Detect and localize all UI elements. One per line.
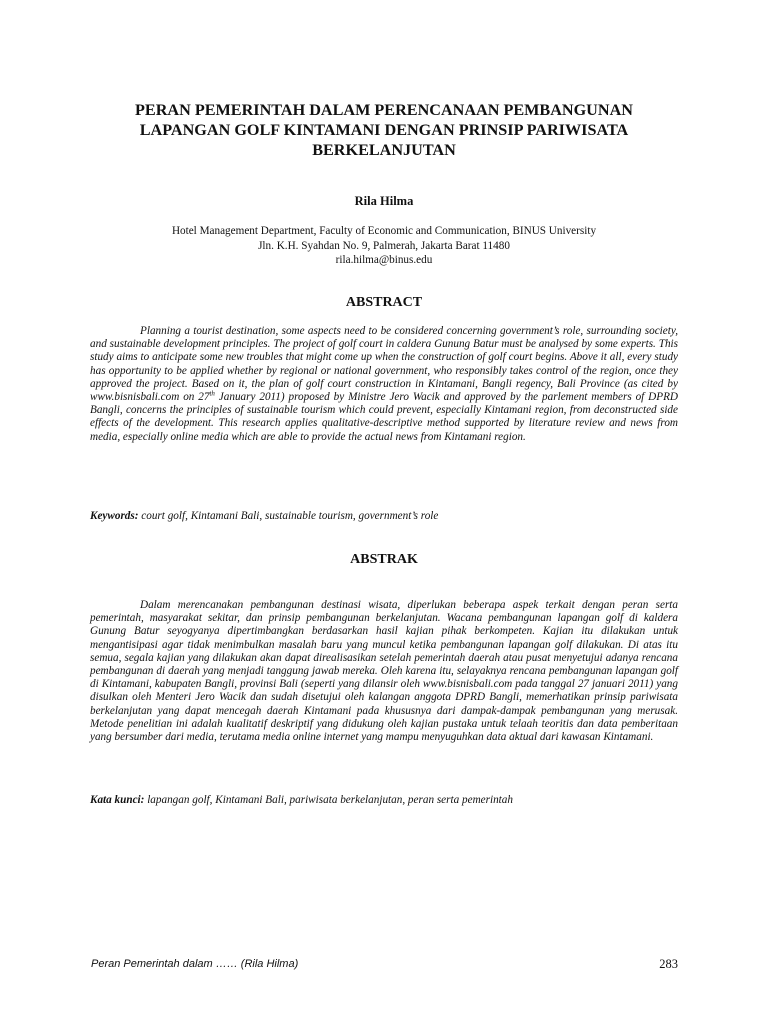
author-name: Rila Hilma	[354, 194, 414, 208]
title-line-1: PERAN PEMERINTAH DALAM PERENCANAAN PEMBANGUNAN	[135, 101, 633, 119]
abstract-text-part-1: Planning a tourist destination, some aspects need to be considered concerning government’s role, surrounding society, and sustainable development principles. The project of golf court in caldera Gunung Batur must be analysed by some experts. This study aims to anticipate some new troubles that might come up when the construction of golf court begins. Above it all, every study has opportunity to be applied whether by regional or national government, who responsibly takes control of the region, once they approved the project. Based on it, the plan of golf court construction in Kintamani, Bangli regency, Bali Province (as cited by www.bisnisbali.com on 27	[90, 325, 678, 404]
affiliation-department: Hotel Management Department, Faculty of Economic and Communication, BINUS University	[171, 225, 597, 237]
kata-kunci-line	[90, 794, 678, 807]
keywords-line	[90, 510, 678, 523]
author-email: rila.hilma@binus.edu	[335, 254, 433, 266]
affiliation-address: Jln. K.H. Syahdan No. 9, Palmerah, Jakarta Barat 11480	[258, 239, 510, 252]
running-footer-title: Peran Pemerintah dalam …… (Rila Hilma)	[91, 958, 299, 970]
kata-kunci-label: Kata kunci:	[90, 794, 145, 806]
abstrak-heading: ABSTRAK	[350, 552, 418, 567]
abstract-text-part-2: January 2011) proposed by Ministre Jero Wacik and approved by the parlement members of DPRD Bangli, concerns the principles of sustainable tourism which could prevent, especially Kintamani region, from deconstructed side effects of the development. This research applies qualitative-descriptive method supported by literature review and news from media, especially online media which are able to provide the actual news from Kintamani region.	[90, 391, 678, 443]
title-line-2: LAPANGAN GOLF KINTAMANI DENGAN PRINSIP PARIWISATA	[139, 121, 629, 139]
abstrak-body: Dalam merencanakan pembangunan destinasi wisata, diperlukan beberapa aspek terkait dengan peran serta pemerintah, masyarakat sekitar, dan prinsip pembangunan berkelanjutan. Wacana pembangunan lapangan golf di kaldera Gunung Batur seyogyanya dipertimbangkan berdasarkan hasil kajian pihak berkompeten. Kajian itu dilakukan untuk mengantisipasi agar tidak menimbulkan masalah baru yang muncul ketika pembangunan lapangan golf dilakukan. Di atas itu semua, segala kajian yang dilakukan akan dapat direalisasikan setelah pemerintah daerah atau pusat menyetujui adanya rencana pembangunan di daerah yang menjadi tanggung jawab mereka. Oleh karena itu, selayaknya rencana pembangunan lapangan golf di Kintamani, kabupaten Bangli, provinsi Bali (seperti yang dilansir oleh www.bisnisbali.com pada tanggal 27 januari 2011) yang disulkan oleh Menteri Jero Wacik dan sudah disetujui oleh kalangan anggota DPRD Bangli, memerhatikan prinsip pariwisata berkelanjutan yang dapat mencegah daerah Kintamani pada khususnya dari dampak-dampak pembangunan yang merusak. Metode penelitian ini adalah kualitatif deskriptif yang didukung oleh kajian pustaka untuk telaah teoritis dan data pemberitaan yang bersumber dari media, terutama media online internet yang mampu menyuguhkan data aktual dari kawasan Kintamani.	[90, 599, 678, 744]
keywords-text: court golf, Kintamani Bali, sustainable tourism, government’s role	[138, 510, 439, 522]
paper-title	[92, 100, 676, 160]
abstract-heading: ABSTRACT	[345, 295, 423, 310]
abstract-body	[90, 325, 678, 444]
keywords-label: Keywords:	[90, 510, 139, 522]
kata-kunci-text: lapangan golf, Kintamani Bali, pariwisata berkelanjutan, peran serta pemerintah	[144, 794, 513, 806]
page-number: 283	[659, 957, 678, 971]
author-affiliation	[92, 224, 676, 268]
date-ordinal-suffix: th	[209, 389, 215, 398]
title-line-3: BERKELANJUTAN	[312, 141, 456, 159]
